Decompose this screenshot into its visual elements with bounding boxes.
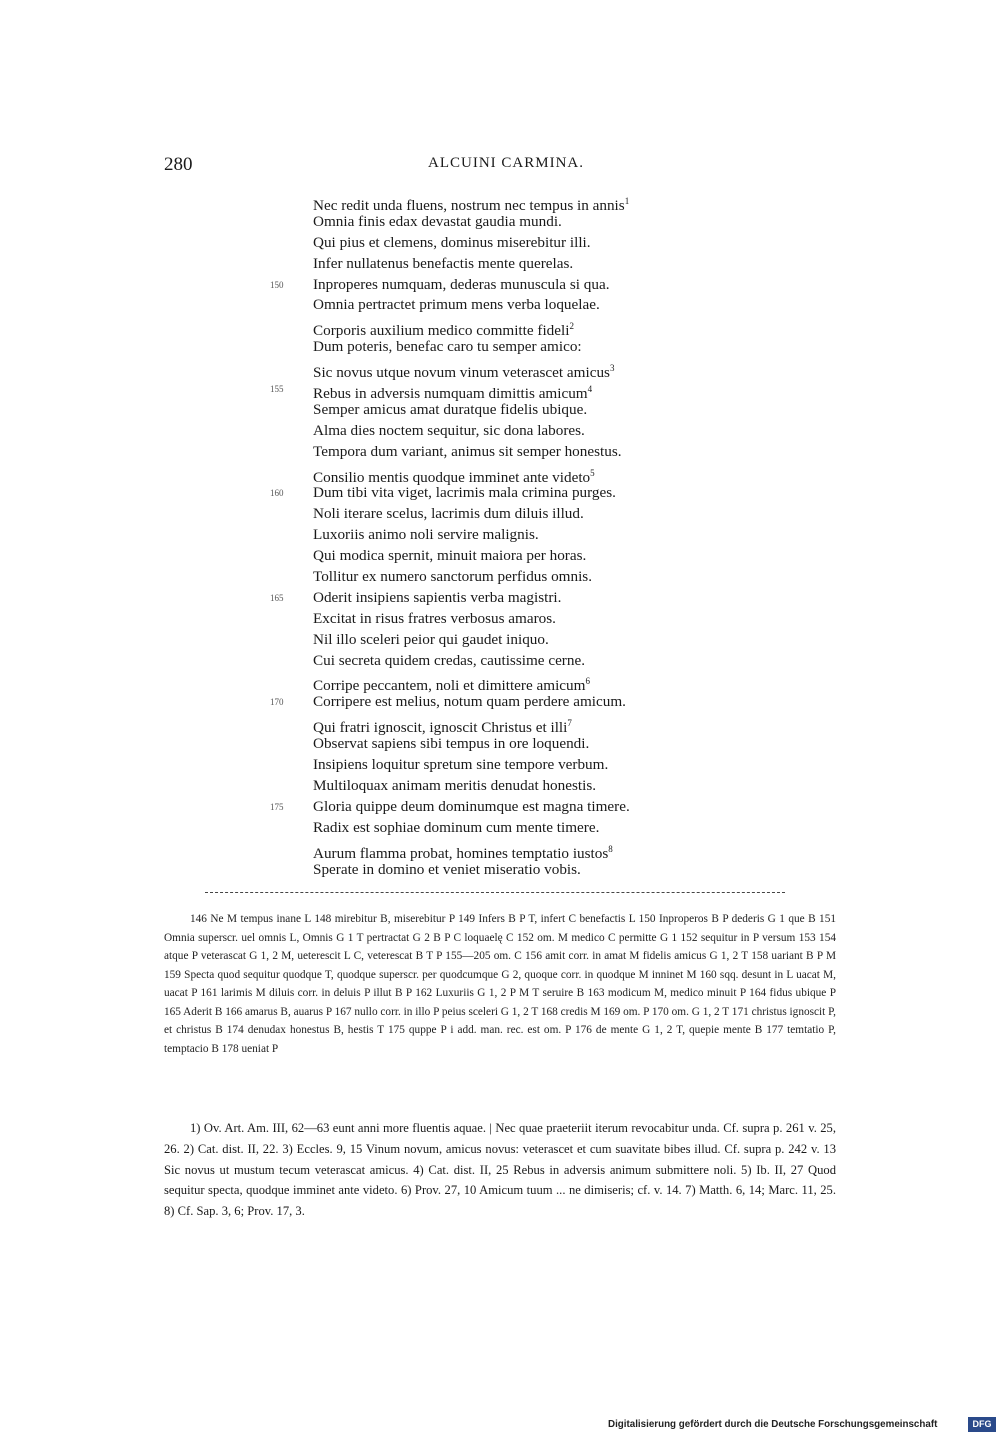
verse-body: Alma dies noctem sequitur, sic dona labores. xyxy=(313,421,585,439)
verse-body: Aurum flamma probat, homines temptatio iustos xyxy=(313,844,609,862)
verse-line xyxy=(270,358,740,382)
verse-number: 165 xyxy=(270,592,284,603)
verse-body: Luxoriis animo noli servire malignis. xyxy=(313,526,539,544)
verse-line xyxy=(270,797,740,818)
verse-body: Qui pius et clemens, dominus miserebitur illi. xyxy=(313,233,591,251)
verse-text xyxy=(313,797,630,818)
verse-number: 160 xyxy=(270,488,284,499)
verse-body: Corporis auxilium medico committe fideli xyxy=(313,322,570,340)
verse-body: Excitat in risus fratres verbosus amaros. xyxy=(313,609,556,627)
verse-line xyxy=(270,483,740,504)
verse-text xyxy=(313,860,581,881)
verse-body: Nec redit unda fluens, nostrum nec tempus in annis xyxy=(313,197,625,215)
verse-line xyxy=(270,776,740,797)
poem-text xyxy=(270,191,740,880)
verse-line xyxy=(270,295,740,316)
footnote-marker: 4 xyxy=(587,384,593,395)
apparatus-text: 146 Ne M tempus inane L 148 mirebitur B, miserebitur P 149 Infers B P T, infert C benefactis L 150 Inproperos B P dederis G 1 que B 151 Omnia superscr. uel omnis L, Omnis G 1 T pertractat G 2 B P C loquaelę C 152 om. M medico C permitte G 1 152 sequitur in P versum 153 154 atque P veterascat G 1, 2 M, ueterescit L C, veterescat B T P 155—205 om. C 156 amit corr. in amat M fidelis amicus G 1, 2 T 158 uariant B P M 159 Specta quod sequitur quodque T, quodque superscr. per quodcumque G 2, quoque corr. in quodque M inninet M 160 sqq. desunt in L uacat M, uacat P 161 larimis M diluis corr. in deluis P illut B P 162 Luxuriis G 1, 2 P M T seruire B 163 modicum M, medico minuit P 164 fidus ubique P 165 Aderit B 166 amarus B, auarus P 167 nullo corr. in illo P peius sceleri G 1, 2 T 168 credis M 169 om. P 170 om. G 1, 2 T 171 christus ignoscit P, et christus B 174 denudax honestus B, hestis T 175 quppe P i add. man. rec. est om. P 176 de mente G 1, 2 T, quepie mente B 177 temtatio P, temptacio B 178 ueniat P xyxy=(164,913,836,1055)
verse-body: Semper amicus amat duratque fidelis ubique. xyxy=(313,400,588,418)
verse-body: Corripe peccantem, noli et dimittere amicum xyxy=(313,677,586,695)
verse-line xyxy=(270,421,740,442)
verse-body: Insipiens loquitur spretum sine tempore verbum. xyxy=(313,756,609,774)
verse-text xyxy=(313,818,599,839)
verse-line xyxy=(270,567,740,588)
verse-line xyxy=(270,755,740,776)
footnote-marker: 2 xyxy=(569,321,574,332)
digitization-credit xyxy=(608,1416,1000,1434)
verse-text xyxy=(313,546,586,567)
verse-body: Multiloquax animam meritis denudat honestis. xyxy=(313,776,597,794)
verse-line xyxy=(270,212,740,233)
divider xyxy=(205,892,785,893)
verse-line xyxy=(270,275,740,296)
verse-text xyxy=(313,421,585,442)
verse-text xyxy=(313,567,592,588)
footnote-marker: 8 xyxy=(608,843,613,854)
verse-line xyxy=(270,839,740,860)
verse-body: Sperate in domino et veniet miseratio vobis. xyxy=(313,860,581,878)
verse-text xyxy=(313,337,582,358)
verse-line xyxy=(270,504,740,525)
verse-text xyxy=(313,400,587,421)
verse-text xyxy=(313,692,626,713)
verse-body: Corripere est melius, notum quam perdere amicum. xyxy=(313,693,626,711)
verse-body: Tempora dum variant, animus sit semper honestus. xyxy=(313,442,622,460)
verse-body: Qui modica spernit, minuit maiora per horas. xyxy=(313,547,587,565)
critical-apparatus xyxy=(164,910,836,1058)
footnote-marker: 3 xyxy=(609,363,615,374)
footnotes xyxy=(164,1118,836,1222)
verse-text xyxy=(313,776,596,797)
footnotes-text: 1) Ov. Art. Am. III, 62—63 eunt anni more fluentis aquae. | Nec quae praeteriit iterum revocabitur unda. Cf. supra p. 261 v. 25, 26. 2) Cat. dist. II, 22. 3) Eccles. 9, 15 Vinum novum, amicus novus: veterascet et cum suavitate bibes illud. Cf. supra p. 242 v. 13 Sic novus ut mustum tecum veterascat amicus. 4) Cat. dist. II, 25 Rebus in adversis animum submittere noli. 5) Ib. II, 27 Quod sequitur specta, quodque imminet ante videto. 6) Prov. 27, 10 Amicum tuum ... ne dimiseris; cf. v. 14. 7) Matth. 6, 14; Marc. 11, 25. 8) Cf. Sap. 3, 6; Prov. 17, 3. xyxy=(164,1121,836,1219)
verse-text xyxy=(313,609,556,630)
footnote-marker: 6 xyxy=(585,676,590,687)
verse-body: Radix est sophiae dominum cum mente timere. xyxy=(313,818,600,836)
running-title: ALCUINI CARMINA. xyxy=(428,155,584,171)
verse-text xyxy=(313,504,584,525)
verse-line xyxy=(270,233,740,254)
verse-line xyxy=(270,692,740,713)
verse-line xyxy=(270,609,740,630)
dfg-logo: DFG xyxy=(968,1417,996,1432)
footnote-marker: 7 xyxy=(567,718,572,729)
verse-text xyxy=(313,525,539,546)
verse-body: Observat sapiens sibi tempus in ore loquendi. xyxy=(313,735,590,753)
verse-text xyxy=(313,755,608,776)
verse-line xyxy=(270,379,740,403)
verse-line xyxy=(270,254,740,275)
verse-text xyxy=(313,442,622,463)
verse-text xyxy=(313,630,549,651)
verse-line xyxy=(270,191,740,215)
verse-body: Dum poteris, benefac caro tu semper amico: xyxy=(313,338,582,356)
verse-body: Gloria quippe deum dominumque est magna timere. xyxy=(313,797,630,815)
verse-text xyxy=(313,233,591,254)
verse-body: Omnia finis edax devastat gaudia mundi. xyxy=(313,212,562,230)
verse-body: Inproperes numquam, dederas munuscula si qua. xyxy=(313,275,610,293)
verse-text xyxy=(313,275,610,296)
verse-line xyxy=(270,734,740,755)
verse-body: Rebus in adversis numquam dimittis amicum xyxy=(313,385,588,403)
verse-text xyxy=(313,295,600,316)
page-number: 280 xyxy=(164,154,193,175)
verse-body: Noli iterare scelus, lacrimis dum diluis illud. xyxy=(313,505,584,523)
verse-body: Cui secreta quidem credas, cautissime cerne. xyxy=(313,651,585,669)
footnote-marker: 1 xyxy=(624,196,630,206)
verse-line xyxy=(270,316,740,340)
verse-line xyxy=(270,463,740,484)
verse-text xyxy=(313,588,561,609)
verse-line xyxy=(270,713,740,737)
verse-number: 170 xyxy=(270,697,284,708)
verse-line xyxy=(270,671,740,695)
verse-line xyxy=(270,400,740,421)
verse-body: Oderit insipiens sapientis verba magistri. xyxy=(313,588,562,606)
verse-number: 175 xyxy=(270,801,284,812)
verse-body: Nil illo sceleri peior qui gaudet iniquo. xyxy=(313,630,549,648)
verse-text xyxy=(313,254,573,275)
verse-line xyxy=(270,442,740,463)
verse-text xyxy=(313,734,589,755)
footnote-marker: 5 xyxy=(590,467,595,478)
verse-body: Infer nullatenus benefactis mente querelas. xyxy=(313,254,574,272)
verse-body: Omnia pertractet primum mens verba loquelae. xyxy=(313,296,600,314)
page-header xyxy=(0,154,1000,180)
verse-text xyxy=(313,651,585,672)
verse-line xyxy=(270,651,740,672)
verse-number: 150 xyxy=(270,279,284,290)
verse-body: Qui fratri ignoscit, ignoscit Christus et illi xyxy=(313,719,568,737)
verse-line xyxy=(270,525,740,546)
verse-text xyxy=(313,483,616,504)
verse-text xyxy=(313,212,562,233)
verse-line xyxy=(270,588,740,609)
verse-line xyxy=(270,818,740,839)
verse-line xyxy=(270,546,740,567)
verse-body: Consilio mentis quodque imminet ante videto xyxy=(313,468,591,486)
verse-number: 155 xyxy=(270,384,284,395)
credit-text: Digitalisierung gefördert durch die Deutsche Forschungsgemeinschaft xyxy=(608,1419,938,1430)
verse-line xyxy=(270,630,740,651)
verse-line xyxy=(270,860,740,881)
verse-body: Dum tibi vita viget, lacrimis mala crimina purges. xyxy=(313,484,616,502)
verse-body: Sic novus utque novum vinum veterascet amicus xyxy=(313,364,610,382)
verse-body: Tollitur ex numero sanctorum perfidus omnis. xyxy=(313,568,593,586)
verse-line xyxy=(270,337,740,358)
